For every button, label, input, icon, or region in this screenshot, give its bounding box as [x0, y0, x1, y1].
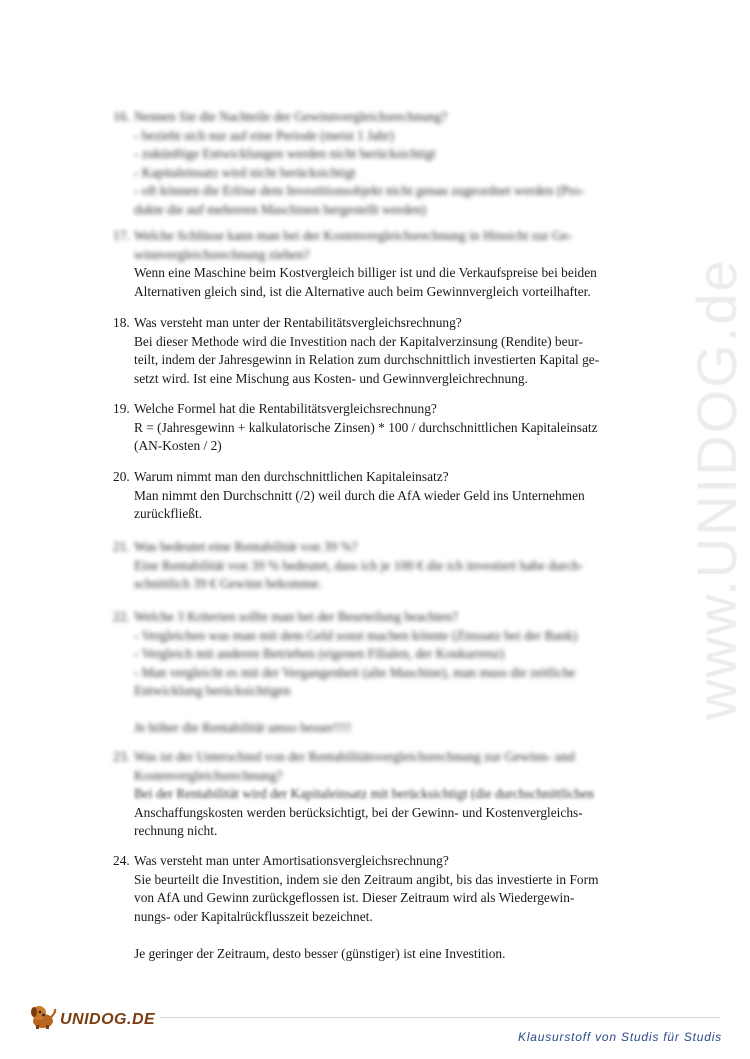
footer-divider	[160, 1017, 720, 1018]
question-text: winnvergleichsrechnung ziehen?	[134, 246, 310, 262]
answer-note: Je höher die Rentabilität umso besser!!!!	[134, 720, 352, 735]
question-number: 17.	[113, 228, 130, 243]
question-24	[113, 852, 673, 963]
question-16	[113, 108, 673, 219]
question-19	[113, 400, 673, 456]
answer-line: Je geringer der Zeitraum, desto besser (günstiger) ist eine Investition.	[134, 945, 506, 961]
logo-text: UNIDOG.DE	[60, 1010, 156, 1028]
formula-line: R = (Jahresgewinn + kalkulatorische Zinsen) * 100 / durchschnittlichen Kapitaleinsatz	[134, 419, 598, 435]
watermark: www.UNIDOG.de	[685, 258, 748, 720]
answer-line: - Vergleichen was man mit dem Geld sonst machen könnte (Zinssatz bei der Bank)	[134, 627, 578, 643]
footer-tagline: Klausurstoff von Studis für Studis	[518, 1030, 722, 1044]
question-18	[113, 314, 673, 388]
answer-line: Alternativen gleich sind, ist die Alternative auch beim Gewinnvergleich vorteilhafter.	[134, 283, 591, 299]
question-text: Was versteht man unter Amortisationsvergleichsrechnung?	[134, 853, 449, 868]
question-number: 18.	[113, 315, 130, 330]
question-text: Nennen Sie die Nachteile der Gewinnvergleichsrechnung?	[134, 109, 448, 124]
question-text: Kostenvergleichsrechnung?	[134, 767, 283, 783]
answer-line: - Kapitaleinsatz wird nicht berücksichtigt	[134, 164, 356, 180]
answer-line: dukte die auf mehreren Maschinen hergestellt werden)	[134, 201, 426, 217]
answer-line: Wenn eine Maschine beim Kostvergleich billiger ist und die Verkaufspreise bei beiden	[134, 265, 597, 280]
question-number: 21.	[113, 539, 130, 554]
answer-line: - Man vergleicht es mit der Vergangenheit (alte Maschine), man muss die zeitliche	[134, 664, 576, 680]
answer-line: Bei dieser Methode wird die Investition nach der Kapitalverzinsung (Rendite) beur-	[134, 333, 583, 349]
question-text: Was ist der Unterschied von der Rentabilitätsvergleichsrechnung zur Gewinn- und	[134, 749, 575, 764]
answer-line: zurückfließt.	[134, 506, 203, 521]
answer-line: - oft können die Erlöse dem Investitionsobjekt nicht genau zugeordnet werden (Pro-	[134, 183, 585, 198]
answer-line: Bei der Rentabilität wird der Kapitaleinsatz mit berücksichtigt (die durchschnittlichen	[134, 786, 594, 801]
question-number: 16.	[113, 109, 130, 124]
answer-line: nungs- oder Kapitalrückflusszeit bezeichnet.	[134, 908, 373, 924]
question-number: 24.	[113, 853, 130, 868]
question-number: 23.	[113, 749, 130, 764]
answer-line: setzt wird. Ist eine Mischung aus Kosten- und Gewinnvergleichrechnung.	[134, 370, 528, 386]
answer-line: Entwicklung berücksichtigen	[134, 683, 291, 698]
answer-line: schnittlich 39 € Gewinn bekomme.	[134, 576, 322, 591]
dog-icon	[28, 1004, 58, 1036]
question-text: Welche Formel hat die Rentabilitätsvergleichsrechnung?	[134, 401, 437, 416]
question-number: 22.	[113, 609, 130, 624]
question-text: Was bedeutet eine Rentabilität von 39 %?	[134, 539, 358, 554]
question-20	[113, 468, 673, 524]
question-21	[113, 538, 673, 594]
question-17	[113, 227, 673, 301]
answer-line: - zukünftige Entwicklungen werden nicht berücksichtigt	[134, 146, 436, 161]
answer-line: teilt, indem der Jahresgewinn in Relation zum durchschnittlich investierten Kapital ge-	[134, 352, 600, 367]
question-text: Was versteht man unter der Rentabilitätsvergleichsrechnung?	[134, 315, 462, 330]
answer-line: rechnung nicht.	[134, 823, 218, 838]
question-text: Welche 3 Kriterien sollte man bei der Beurteilung beachten?	[134, 609, 458, 624]
question-22	[113, 608, 673, 738]
answer-line: Eine Rentabilität von 39 % bedeutet, dass ich je 100 € die ich investiert habe durch-	[134, 557, 584, 573]
answer-line: von AfA und Gewinn zurückgeflossen ist. Dieser Zeitraum wird als Wiedergewin-	[134, 890, 575, 905]
question-text: Warum nimmt man den durchschnittlichen Kapitaleinsatz?	[134, 469, 449, 484]
question-number: 20.	[113, 469, 130, 484]
answer-line: Sie beurteilt die Investition, indem sie den Zeitraum angibt, bis das investierte in Form	[134, 871, 599, 887]
answer-line: Anschaffungskosten werden berücksichtigt, bei der Gewinn- und Kostenvergleichs-	[134, 804, 583, 820]
unidog-logo[interactable]	[28, 1004, 155, 1036]
question-number: 19.	[113, 401, 130, 416]
question-text: Welche Schlüsse kann man bei der Kostenvergleichsrechnung in Hinsicht zur Ge-	[134, 228, 573, 243]
answer-line: - bezieht sich nur auf eine Periode (meist 1 Jahr)	[134, 127, 394, 143]
answer-line: Man nimmt den Durchschnitt (/2) weil durch die AfA wieder Geld ins Unternehmen	[134, 487, 585, 503]
question-23	[113, 748, 673, 841]
answer-line: - Vergleich mit anderen Betrieben (eigenen Filialen, der Konkurrenz)	[134, 646, 505, 661]
formula-line: (AN-Kosten / 2)	[134, 438, 222, 453]
